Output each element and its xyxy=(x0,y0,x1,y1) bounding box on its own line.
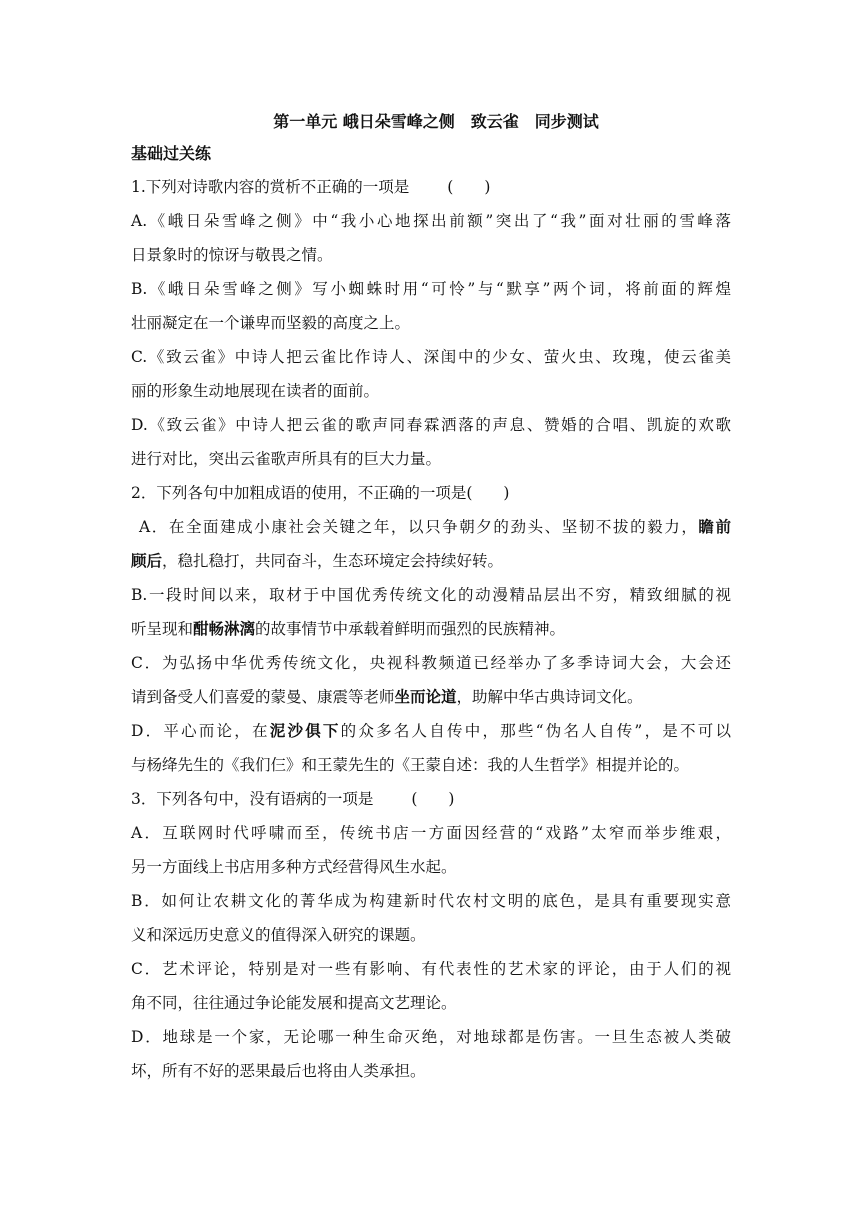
q2-option-d-text: D．平心而论，在 xyxy=(131,722,270,740)
q2-option-a-text: A．在全面建成小康社会关键之年，以只争朝夕的劲头、坚韧不拔的毅力， xyxy=(139,518,699,536)
q2-option-b-line1: B.一段时间以来，取材于中国优秀传统文化的动漫精品层出不穷，精致细腻的视 xyxy=(131,586,731,604)
q2-option-c-text: ，助解中华古典诗词文化。 xyxy=(456,688,643,706)
bold-idiom: 顾后 xyxy=(131,551,163,570)
q3-option-d-line2: 坏，所有不好的恶果最后也将由人类承担。 xyxy=(131,1062,426,1080)
q3-option-d-line1: D．地球是一个家，无论哪一种生命灭绝，对地球都是伤害。一旦生态被人类破 xyxy=(131,1028,731,1046)
q1-option-b-line2: 壮丽凝定在一个谦卑而坚毅的高度之上。 xyxy=(131,314,411,332)
question-1-stem xyxy=(131,170,731,204)
q2-option-b-line2 xyxy=(131,612,731,646)
q1-option-d-line2: 进行对比，突出云雀歌声所具有的巨大力量。 xyxy=(131,450,442,468)
q1-option-b-line1: B.《峨日朵雪峰之侧》写小蜘蛛时用“可怜”与“默享”两个词，将前面的辉煌 xyxy=(131,280,731,298)
q2-option-c-line2 xyxy=(131,680,731,714)
page-title: 第一单元 峨日朵雪峰之侧 致云雀 同步测试 xyxy=(273,112,599,131)
q2-option-a-text: ，稳扎稳打，共同奋斗，生态环境定会持续好转。 xyxy=(162,552,504,570)
q2-option-d-line2: 与杨绛先生的《我们仨》和王蒙先生的《王蒙自述：我的人生哲学》相提并论的。 xyxy=(131,756,690,774)
q1-option-c-line1: C.《致云雀》中诗人把云雀比作诗人、深闺中的少女、萤火虫、玫瑰，使云雀美 xyxy=(131,348,731,366)
q1-option-a-line2: 日景象时的惊讶与敬畏之情。 xyxy=(131,246,333,264)
q2-option-d-text: 的众多名人自传中，那些“伪名人自传”，是不可以 xyxy=(340,722,731,740)
bold-idiom: 泥沙俱下 xyxy=(269,721,341,740)
q2-option-a-line1 xyxy=(131,510,731,544)
question-1-text: 1.下列对诗歌内容的赏析不正确的一项是 xyxy=(131,178,410,196)
q1-option-a-line1: A.《峨日朵雪峰之侧》中“我小心地探出前额”突出了“我”面对壮丽的雪峰落 xyxy=(131,212,731,230)
q3-option-c-line2: 角不同，往往通过争论能发展和提高文艺理论。 xyxy=(131,994,457,1012)
q2-option-b-text: 的故事情节中承载着鲜明而强烈的民族精神。 xyxy=(255,620,566,638)
question-3-answer-blank: ( ) xyxy=(411,790,455,808)
q2-option-d-line1 xyxy=(131,714,731,748)
question-2-stem: 2．下列各句中加粗成语的使用，不正确的一项是( ) xyxy=(131,484,510,502)
q2-option-c-text: 请到备受人们喜爱的蒙曼、康震等老师 xyxy=(131,688,395,706)
q1-option-c-line2: 丽的形象生动地展现在读者的面前。 xyxy=(131,382,380,400)
q1-option-d-line1: D.《致云雀》中诗人把云雀的歌声同春霖洒落的声息、赞婚的合唱、凯旋的欢歌 xyxy=(131,416,731,434)
q2-option-a-line2 xyxy=(131,544,731,578)
q3-option-a-line1: A．互联网时代呼啸而至，传统书店一方面因经营的“戏路”太窄而举步维艰， xyxy=(131,824,731,842)
bold-idiom: 瞻前 xyxy=(698,517,731,536)
bold-idiom: 酣畅淋漓 xyxy=(193,619,256,638)
q2-option-b-text: 听呈现和 xyxy=(131,620,194,638)
q3-option-c-line1: C．艺术评论，特别是对一些有影响、有代表性的艺术家的评论，由于人们的视 xyxy=(131,960,731,978)
q2-option-c-line1: C．为弘扬中华优秀传统文化，央视科教频道已经举办了多季诗词大会，大会还 xyxy=(131,654,731,672)
q3-option-b-line2: 义和深远历史意义的值得深入研究的课题。 xyxy=(131,926,426,944)
q3-option-b-line1: B．如何让农耕文化的菁华成为构建新时代农村文明的底色，是具有重要现实意 xyxy=(131,892,731,910)
question-3-stem xyxy=(131,782,731,816)
document-content xyxy=(131,106,731,1088)
bold-idiom: 坐而论道 xyxy=(394,687,457,706)
question-1-answer-blank: ( ) xyxy=(447,178,491,196)
question-3-text: 3．下列各句中，没有语病的一项是 xyxy=(131,790,374,808)
q3-option-a-line2: 另一方面线上书店用多种方式经营得风生水起。 xyxy=(131,858,457,876)
section-heading: 基础过关练 xyxy=(131,144,212,163)
